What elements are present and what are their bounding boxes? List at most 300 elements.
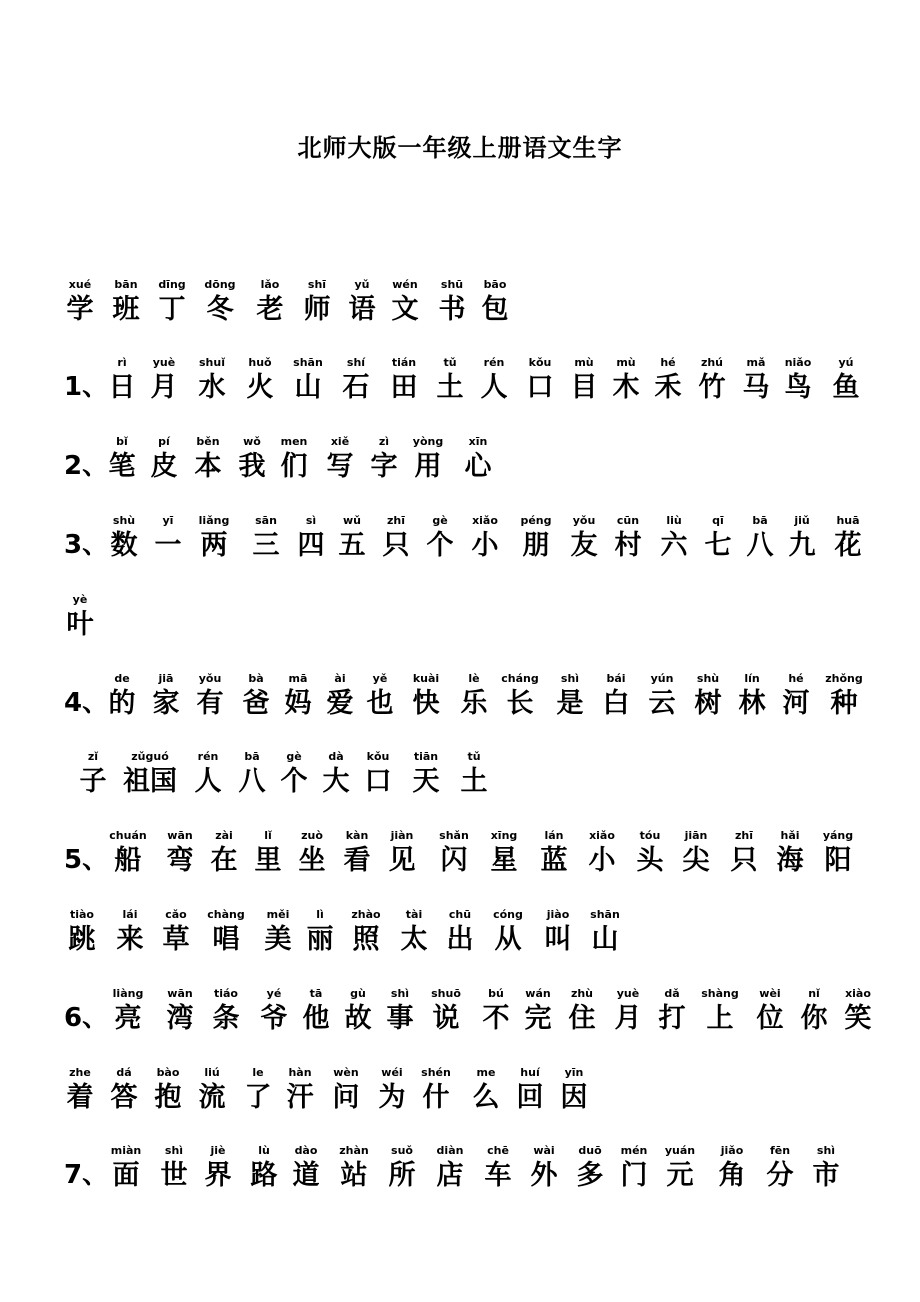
pinyin: dá	[116, 1066, 132, 1079]
pinyin: yī	[162, 514, 174, 527]
hanzi: 所	[388, 1160, 416, 1191]
pinyin: dào	[294, 1144, 318, 1157]
hanzi: 祖国	[123, 766, 177, 797]
pinyin: wéi	[381, 1066, 403, 1079]
hanzi: 上	[706, 1003, 734, 1034]
pinyin: zǔguó	[131, 750, 169, 763]
character-item	[196, 908, 256, 955]
character-row	[0, 593, 920, 643]
character-row	[0, 987, 920, 1037]
pinyin: liǎng	[198, 514, 230, 527]
hanzi: 字	[370, 451, 398, 482]
pinyin: wèn	[333, 1066, 359, 1079]
hanzi: 见	[388, 845, 416, 876]
lesson-number: 7、	[64, 1160, 109, 1190]
hanzi: 草	[162, 924, 190, 955]
character-item	[465, 278, 525, 325]
pinyin: bú	[488, 987, 504, 1000]
hanzi: 跳	[68, 924, 96, 955]
character-item	[448, 435, 508, 482]
pinyin: wān	[167, 829, 193, 842]
hanzi: 为	[378, 1082, 406, 1113]
pinyin: wèi	[759, 987, 781, 1000]
hanzi: 五	[338, 530, 366, 561]
pinyin: shù	[696, 672, 720, 685]
pinyin: xué	[68, 278, 92, 291]
character-item	[816, 356, 876, 403]
pinyin: jiǎo	[720, 1144, 744, 1157]
character-item	[50, 593, 110, 640]
hanzi: 弯	[166, 845, 194, 876]
hanzi: 村	[614, 530, 642, 561]
pinyin: chàng	[207, 908, 245, 921]
hanzi: 么	[472, 1082, 500, 1113]
pinyin: shuō	[431, 987, 461, 1000]
pinyin: xīn	[468, 435, 488, 448]
hanzi: 花	[834, 530, 862, 561]
hanzi: 白	[602, 688, 630, 719]
hanzi: 七	[704, 530, 732, 561]
pinyin: diàn	[436, 1144, 464, 1157]
character-item	[372, 829, 432, 876]
pinyin: kǒu	[528, 356, 552, 369]
pinyin: nǐ	[808, 987, 820, 1000]
lesson-number: 1、	[64, 372, 109, 402]
pinyin: gè	[286, 750, 302, 763]
hanzi: 土	[460, 766, 488, 797]
hanzi: 回	[516, 1082, 544, 1113]
pinyin: shǎn	[439, 829, 469, 842]
pinyin: shén	[421, 1066, 451, 1079]
lesson-number: 3、	[64, 530, 109, 560]
hanzi: 山	[591, 924, 619, 955]
hanzi: 田	[390, 372, 418, 403]
hanzi: 阳	[824, 845, 852, 876]
pinyin: niǎo	[784, 356, 812, 369]
pinyin: bā	[752, 514, 768, 527]
hanzi: 大	[322, 766, 350, 797]
pinyin: dōng	[204, 278, 236, 291]
hanzi: 星	[490, 845, 518, 876]
hanzi: 市	[812, 1160, 840, 1191]
pinyin: xiě	[330, 435, 350, 448]
hanzi: 有	[196, 688, 224, 719]
pinyin: bào	[156, 1066, 180, 1079]
character-item	[444, 750, 504, 797]
lesson-number: 2、	[64, 451, 109, 481]
character-item	[98, 829, 158, 876]
hanzi: 快	[412, 688, 440, 719]
pinyin: pí	[158, 435, 170, 448]
pinyin: chuán	[109, 829, 147, 842]
hanzi: 六	[660, 530, 688, 561]
pinyin: wài	[533, 1144, 555, 1157]
pinyin: yuè	[152, 356, 176, 369]
pinyin: qī	[712, 514, 724, 527]
pinyin: lè	[468, 672, 480, 685]
character-item	[184, 514, 244, 561]
hanzi: 流	[198, 1082, 226, 1113]
character-row	[0, 672, 920, 722]
hanzi: 着	[66, 1082, 94, 1113]
pinyin: huí	[520, 1066, 540, 1079]
pinyin: le	[252, 1066, 264, 1079]
hanzi: 分	[766, 1160, 794, 1191]
hanzi: 种	[830, 688, 858, 719]
hanzi: 爸	[242, 688, 270, 719]
hanzi: 目	[570, 372, 598, 403]
pinyin: yè	[72, 593, 88, 606]
hanzi: 世	[160, 1160, 188, 1191]
lesson-number: 4、	[64, 688, 109, 718]
hanzi: 不	[482, 1003, 510, 1034]
hanzi: 是	[556, 688, 584, 719]
hanzi: 因	[560, 1082, 588, 1113]
hanzi: 土	[436, 372, 464, 403]
pinyin: bái	[606, 672, 626, 685]
pinyin: zhe	[69, 1066, 91, 1079]
hanzi: 唱	[212, 924, 240, 955]
pinyin: chū	[448, 908, 472, 921]
hanzi: 抱	[154, 1082, 182, 1113]
pinyin: tǔ	[467, 750, 481, 763]
pinyin: shū	[440, 278, 464, 291]
hanzi: 天	[412, 766, 440, 797]
pinyin: fēn	[769, 1144, 791, 1157]
pinyin: dīng	[158, 278, 186, 291]
hanzi: 月	[614, 1003, 642, 1034]
character-row	[0, 908, 920, 958]
pinyin: jiàn	[390, 829, 414, 842]
hanzi: 叫	[544, 924, 572, 955]
pinyin: zhī	[386, 514, 405, 527]
hanzi: 写	[326, 451, 354, 482]
hanzi: 说	[432, 1003, 460, 1034]
pinyin: tóu	[639, 829, 661, 842]
pinyin: shān	[590, 908, 620, 921]
hanzi: 家	[152, 688, 180, 719]
pinyin: shù	[112, 514, 136, 527]
hanzi: 在	[210, 845, 238, 876]
pinyin: tiān	[413, 750, 439, 763]
hanzi: 条	[212, 1003, 240, 1034]
character-item	[544, 1066, 604, 1113]
hanzi: 出	[446, 924, 474, 955]
hanzi: 太	[400, 924, 428, 955]
character-row	[0, 1144, 920, 1194]
hanzi: 学	[66, 294, 94, 325]
pinyin: hé	[788, 672, 804, 685]
pinyin: shí	[346, 356, 366, 369]
hanzi: 乐	[460, 688, 488, 719]
pinyin: jiǔ	[794, 514, 810, 527]
pinyin: duō	[578, 1144, 602, 1157]
hanzi: 们	[280, 451, 308, 482]
hanzi: 路	[250, 1160, 278, 1191]
hanzi: 心	[464, 451, 492, 482]
character-item	[650, 1144, 710, 1191]
hanzi: 我	[238, 451, 266, 482]
hanzi: 闪	[440, 845, 468, 876]
hanzi: 冬	[206, 294, 234, 325]
hanzi: 小	[588, 845, 616, 876]
pinyin: chē	[487, 1144, 509, 1157]
hanzi: 他	[302, 1003, 330, 1034]
hanzi: 个	[280, 766, 308, 797]
hanzi: 书	[438, 294, 466, 325]
character-row	[0, 435, 920, 485]
pinyin: rén	[197, 750, 219, 763]
pinyin: tài	[405, 908, 423, 921]
pinyin: xiào	[845, 987, 871, 1000]
hanzi: 了	[244, 1082, 272, 1113]
hanzi: 故	[344, 1003, 372, 1034]
hanzi: 笔	[108, 451, 136, 482]
pinyin: jiā	[158, 672, 174, 685]
pinyin: lán	[544, 829, 564, 842]
pinyin: tián	[391, 356, 417, 369]
pinyin: shī	[307, 278, 327, 291]
hanzi: 门	[620, 1160, 648, 1191]
hanzi: 竹	[698, 372, 726, 403]
pinyin: huǒ	[248, 356, 272, 369]
pinyin: liú	[204, 1066, 220, 1079]
pinyin: me	[476, 1066, 496, 1079]
hanzi: 照	[352, 924, 380, 955]
character-item	[814, 672, 874, 719]
pinyin: yǔ	[354, 278, 370, 291]
pinyin: jiào	[546, 908, 570, 921]
pinyin: dà	[328, 750, 344, 763]
hanzi: 个	[426, 530, 454, 561]
hanzi: 数	[110, 530, 138, 561]
pinyin: wǒ	[243, 435, 261, 448]
hanzi: 老	[256, 294, 284, 325]
hanzi: 打	[658, 1003, 686, 1034]
pinyin: cǎo	[165, 908, 187, 921]
character-row	[0, 1066, 920, 1116]
hanzi: 友	[570, 530, 598, 561]
pinyin: xiǎo	[589, 829, 615, 842]
hanzi: 妈	[284, 688, 312, 719]
hanzi: 河	[782, 688, 810, 719]
hanzi: 人	[194, 766, 222, 797]
hanzi: 位	[756, 1003, 784, 1034]
character-item	[98, 987, 158, 1034]
hanzi: 问	[332, 1082, 360, 1113]
pinyin: kuài	[412, 672, 440, 685]
pinyin: zhī	[734, 829, 753, 842]
hanzi: 八	[746, 530, 774, 561]
hanzi: 什	[422, 1082, 450, 1113]
hanzi: 包	[481, 294, 509, 325]
hanzi: 马	[742, 372, 770, 403]
pinyin: lì	[316, 908, 324, 921]
hanzi: 丁	[158, 294, 186, 325]
pinyin: gè	[432, 514, 448, 527]
hanzi: 汗	[286, 1082, 314, 1113]
pinyin: bǐ	[116, 435, 128, 448]
hanzi: 皮	[150, 451, 178, 482]
hanzi: 外	[530, 1160, 558, 1191]
pinyin: de	[114, 672, 130, 685]
pinyin: lái	[122, 908, 138, 921]
hanzi: 鸟	[784, 372, 812, 403]
pinyin: wán	[525, 987, 551, 1000]
hanzi: 元	[666, 1160, 694, 1191]
hanzi: 界	[204, 1160, 232, 1191]
pinyin: yuán	[664, 1144, 696, 1157]
hanzi: 道	[292, 1160, 320, 1191]
pinyin: zhú	[700, 356, 724, 369]
character-row	[0, 278, 920, 328]
hanzi: 月	[150, 372, 178, 403]
hanzi: 用	[414, 451, 442, 482]
hanzi: 口	[526, 372, 554, 403]
hanzi: 坐	[298, 845, 326, 876]
hanzi: 火	[246, 372, 274, 403]
pinyin: yé	[266, 987, 282, 1000]
character-row	[0, 750, 920, 800]
hanzi: 看	[343, 845, 371, 876]
pinyin: mǎ	[746, 356, 766, 369]
hanzi: 文	[391, 294, 419, 325]
pinyin: hàn	[288, 1066, 312, 1079]
hanzi: 长	[506, 688, 534, 719]
pinyin: zǐ	[87, 750, 99, 763]
hanzi: 的	[108, 688, 136, 719]
pinyin: ài	[334, 672, 346, 685]
pinyin: cháng	[501, 672, 539, 685]
hanzi: 里	[254, 845, 282, 876]
pinyin: měi	[266, 908, 290, 921]
hanzi: 本	[194, 451, 222, 482]
hanzi: 头	[636, 845, 664, 876]
hanzi: 林	[738, 688, 766, 719]
hanzi: 答	[110, 1082, 138, 1113]
character-item	[818, 514, 878, 561]
hanzi: 叶	[66, 609, 94, 640]
hanzi: 店	[436, 1160, 464, 1191]
pinyin: shuǐ	[199, 356, 225, 369]
pinyin: xīng	[490, 829, 518, 842]
character-item	[63, 750, 123, 797]
hanzi: 三	[252, 530, 280, 561]
hanzi: 班	[112, 294, 140, 325]
pinyin: wǔ	[343, 514, 361, 527]
hanzi: 八	[238, 766, 266, 797]
hanzi: 笑	[844, 1003, 872, 1034]
pinyin: shān	[293, 356, 323, 369]
pinyin: liù	[666, 514, 682, 527]
pinyin: tiào	[69, 908, 94, 921]
hanzi: 车	[484, 1160, 512, 1191]
character-item	[796, 1144, 856, 1191]
hanzi: 树	[694, 688, 722, 719]
hanzi: 海	[776, 845, 804, 876]
pinyin: jiān	[684, 829, 708, 842]
lesson-number: 6、	[64, 1003, 109, 1033]
hanzi: 来	[116, 924, 144, 955]
hanzi: 湾	[166, 1003, 194, 1034]
pinyin: jiè	[210, 1144, 226, 1157]
pinyin: yǒu	[572, 514, 596, 527]
hanzi: 人	[480, 372, 508, 403]
pinyin: hé	[660, 356, 676, 369]
hanzi: 丽	[306, 924, 334, 955]
pinyin: yǒu	[198, 672, 222, 685]
character-item	[120, 750, 180, 797]
character-row	[0, 356, 920, 406]
pinyin: wén	[392, 278, 418, 291]
character-item	[575, 908, 635, 955]
hanzi: 爱	[326, 688, 354, 719]
pinyin: shàng	[701, 987, 739, 1000]
hanzi: 九	[788, 530, 816, 561]
pinyin: cóng	[493, 908, 523, 921]
pinyin: běn	[196, 435, 220, 448]
pinyin: wān	[167, 987, 193, 1000]
pinyin: men	[280, 435, 308, 448]
pinyin: lù	[258, 1144, 270, 1157]
hanzi: 完	[524, 1003, 552, 1034]
hanzi: 只	[730, 845, 758, 876]
hanzi: 山	[294, 372, 322, 403]
pinyin: zài	[215, 829, 233, 842]
hanzi: 日	[108, 372, 136, 403]
pinyin: rì	[117, 356, 127, 369]
hanzi: 美	[264, 924, 292, 955]
pinyin: huā	[836, 514, 860, 527]
pinyin: sì	[305, 514, 317, 527]
hanzi: 木	[612, 372, 640, 403]
pinyin: mù	[574, 356, 594, 369]
pinyin: mén	[620, 1144, 648, 1157]
pinyin: lǐ	[264, 829, 272, 842]
hanzi: 角	[718, 1160, 746, 1191]
hanzi: 爷	[260, 1003, 288, 1034]
pinyin: cūn	[616, 514, 640, 527]
hanzi: 面	[112, 1160, 140, 1191]
pinyin: miàn	[110, 1144, 142, 1157]
pinyin: tā	[309, 987, 323, 1000]
character-item	[808, 829, 868, 876]
pinyin: suǒ	[391, 1144, 413, 1157]
hanzi: 从	[494, 924, 522, 955]
pinyin: zhù	[570, 987, 594, 1000]
pinyin: bà	[248, 672, 264, 685]
hanzi: 你	[800, 1003, 828, 1034]
pinyin: mù	[616, 356, 636, 369]
hanzi: 云	[648, 688, 676, 719]
pinyin: yáng	[822, 829, 854, 842]
pinyin: zhǒng	[825, 672, 863, 685]
hanzi: 水	[198, 372, 226, 403]
hanzi: 一	[154, 530, 182, 561]
character-row	[0, 829, 920, 879]
pinyin: bāo	[483, 278, 507, 291]
hanzi: 小	[471, 530, 499, 561]
pinyin: gù	[350, 987, 366, 1000]
pinyin: rén	[483, 356, 505, 369]
pinyin: tiáo	[213, 987, 238, 1000]
pinyin: mā	[288, 672, 308, 685]
hanzi: 朋	[522, 530, 550, 561]
character-item	[828, 987, 888, 1034]
hanzi: 也	[366, 688, 394, 719]
hanzi: 亮	[114, 1003, 142, 1034]
hanzi: 两	[200, 530, 228, 561]
